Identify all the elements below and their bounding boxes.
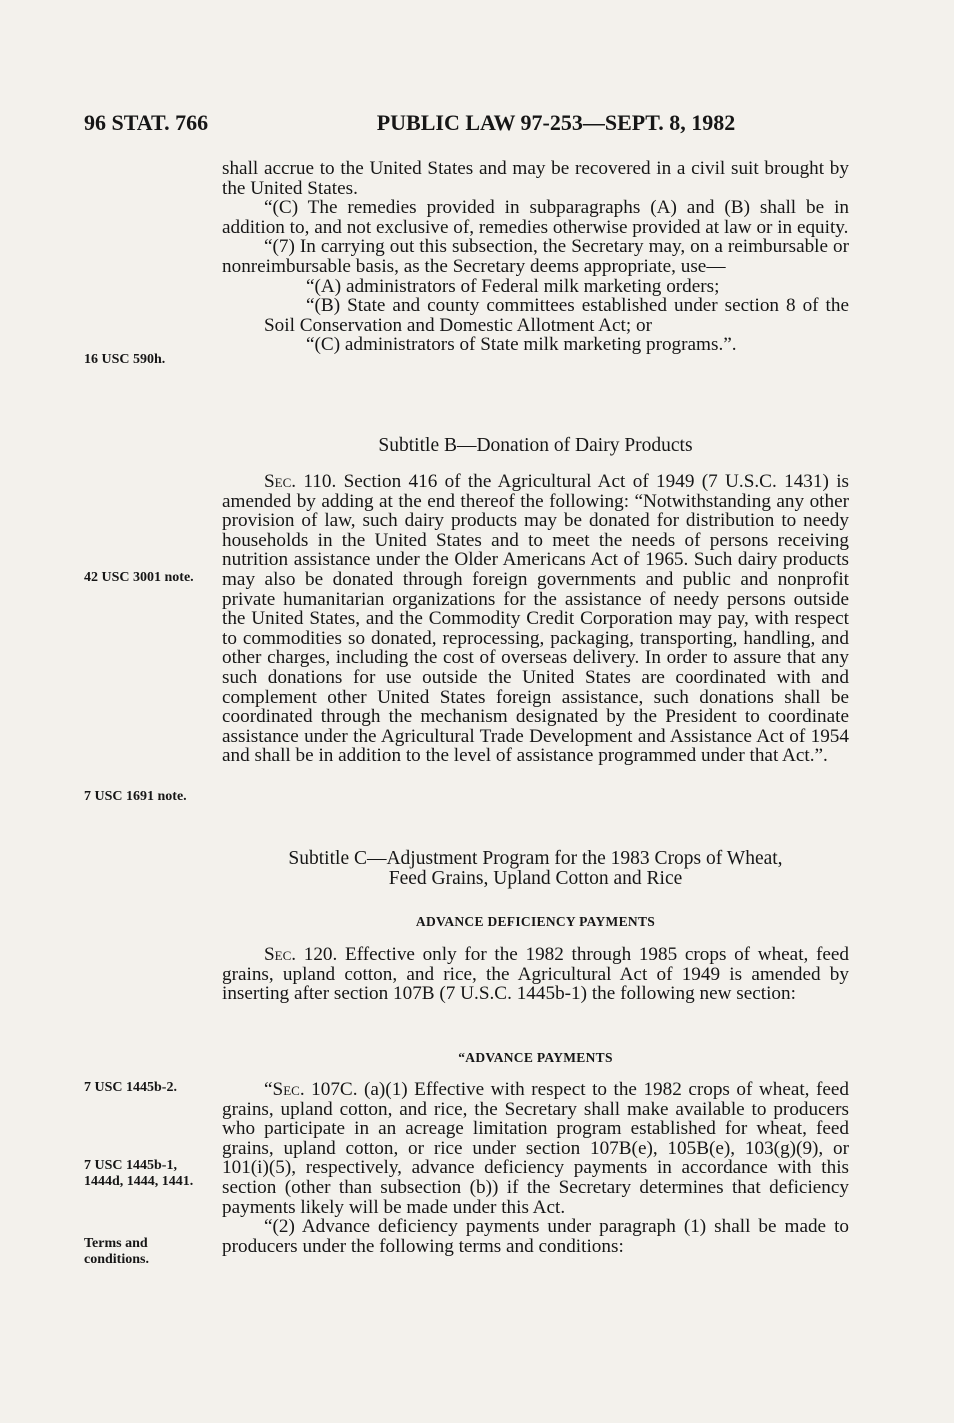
section-text: 107C. (a)(1) Effective with respect to the 1982 crops of wheat, feed grains, upland cotton, and rice, the Secretary shall make available to producers who participate in an acreage limitation program established for wheat, feed grains, upland cotton, or rice under section 107B(e), 105B(e), 103(g)(9), or 101(i)(5), respectively, advance deficiency payments in accordance with this section (other than subsection (b)) if the Secretary determines that deficiency payments likely will be made under this Act. — [222, 1079, 849, 1218]
statute-page-number: 96 STAT. 766 — [84, 110, 209, 135]
margin-note-7-usc-1691: 7 USC 1691 note. — [84, 789, 187, 804]
section-120 — [222, 945, 849, 1004]
margin-note-42-usc-3001: 42 USC 3001 note. — [84, 570, 194, 585]
paragraph: “(B) State and county committees established under section 8 of the Soil Conservation and Domestic Allotment Act; or — [264, 295, 849, 336]
paragraph: “(C) The remedies provided in subparagraphs (A) and (B) shall be in addition to, and not exclusive of, remedies otherwise provided at law or in equity. — [222, 197, 849, 238]
open-quote: “ — [264, 1079, 273, 1100]
section-110 — [222, 472, 849, 766]
advance-payments-heading: “ADVANCE PAYMENTS — [458, 1050, 613, 1065]
paragraph: “(C) administrators of State milk marketing programs.”. — [306, 334, 737, 356]
section-text: 110. Section 416 of the Agricultural Act of 1949 (7 U.S.C. 1431) is amended by adding at the end thereof the following: “Notwithstanding any other provision of law, such dairy products may be donated for distribution to needy households in the United States and to meet the needs of persons receiving nutrition assistance under the Older Americans Act of 1965. Such dairy products may also be donated through foreign governments and public and nonprofit private humanitarian organizations for the assistance of needy persons outside the United States, and the Commodity Credit Corporation may pay, with respect to commodities so donated, reprocessing, packaging, transporting, handling, and other charges, including the cost of overseas delivery. In order to assure that any such donations for use outside the United States are coordinated with and complement other United States foreign assistance, such donations shall be coordinated through the mechanism designated by the President to coordinate assistance under the Agricultural Trade Development and Assistance Act of 1954 and shall be in addition to the level of assistance programmed under that Act.”. — [222, 471, 849, 767]
paragraph: “(A) administrators of Federal milk marketing orders; — [306, 275, 720, 297]
section-107c — [222, 1080, 849, 1256]
paragraph — [222, 1080, 849, 1217]
margin-note-16-usc-590h: 16 USC 590h. — [84, 352, 166, 367]
paragraph: “(7) In carrying out this subsection, the Secretary may, on a reimbursable or nonreimbursable basis, as the Secretary deems appropriate, use— — [222, 236, 849, 277]
advance-deficiency-payments-heading: ADVANCE DEFICIENCY PAYMENTS — [415, 914, 656, 929]
section-109-continuation — [222, 159, 849, 355]
paragraph: “(2) Advance deficiency payments under paragraph (1) shall be made to producers under the following terms and conditions: — [222, 1216, 849, 1257]
section-label: Sec. — [272, 1079, 305, 1100]
section-label: Sec. — [264, 471, 297, 492]
margin-note-7-usc-1445b-1: 7 USC 1445b-1, 1444d, 1444, 1441. — [84, 1158, 194, 1189]
running-header: PUBLIC LAW 97-253—SEPT. 8, 1982 — [376, 110, 736, 135]
subtitle-c-heading — [222, 849, 849, 888]
margin-note-7-usc-1445b-2: 7 USC 1445b-2. — [84, 1080, 177, 1095]
subtitle-c-line2: Feed Grains, Upland Cotton and Rice — [388, 867, 683, 889]
section-text: 120. Effective only for the 1982 through 1985 crops of wheat, feed grains, upland cotton, and rice, the Agricultural Act of 1949 is amended by inserting after section 107B (7 U.S.C. 1445b-1) the following new section: — [222, 944, 849, 1005]
subtitle-c-line1: Subtitle C—Adjustment Program for the 1983 Crops of Wheat, — [288, 848, 783, 869]
paragraph — [222, 945, 849, 1004]
paragraph: shall accrue to the United States and may be recovered in a civil suit brought by the United States. — [222, 158, 849, 199]
subtitle-b-heading: Subtitle B—Donation of Dairy Products — [378, 435, 693, 456]
section-label: Sec. — [264, 944, 297, 965]
margin-note-terms-and-conditions: Terms and conditions. — [84, 1236, 149, 1267]
paragraph — [222, 472, 849, 766]
